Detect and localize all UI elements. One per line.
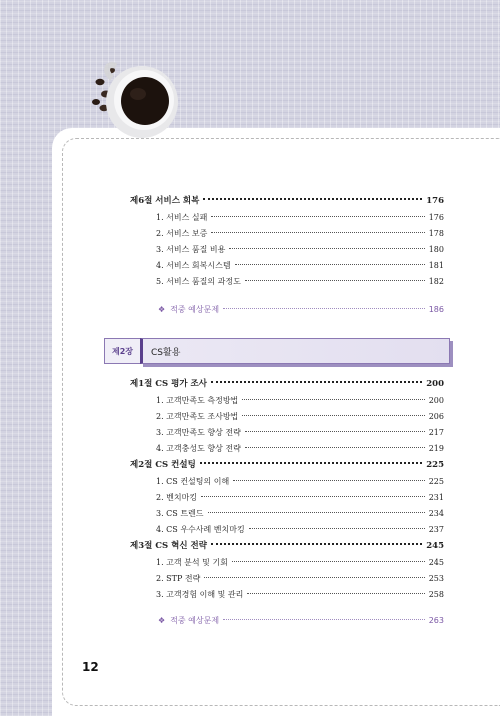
page-number: 217: [428, 428, 444, 437]
page-number: 231: [428, 493, 444, 502]
toc-item[interactable]: [156, 394, 444, 408]
toc-item-label: 4. 서비스 회복시스템: [156, 261, 231, 270]
toc-item-label: 1. CS 컨설팅의 이해: [156, 477, 230, 486]
page-number: 182: [428, 277, 444, 286]
page-number: 186: [428, 305, 444, 314]
toc-item-label: 3. CS 트렌드: [156, 509, 204, 518]
dot-leader: [223, 619, 425, 620]
page-number: 200: [428, 396, 444, 405]
toc-item[interactable]: [156, 442, 444, 456]
toc-item[interactable]: [156, 523, 444, 537]
chapter-title: CS활용: [140, 338, 450, 364]
dot-leader: [211, 232, 424, 233]
toc-item[interactable]: [156, 243, 444, 257]
dot-leader: [211, 381, 422, 383]
dot-leader: [211, 543, 422, 545]
dot-leader: [233, 480, 424, 481]
quiz-link[interactable]: [158, 303, 444, 317]
toc-item[interactable]: [156, 556, 444, 570]
dot-leader: [249, 528, 425, 529]
dot-leader: [229, 248, 424, 249]
quiz-label: 적중 예상문제: [170, 305, 220, 314]
page-number: 219: [428, 444, 444, 453]
page-number: 181: [428, 261, 444, 270]
toc-item-label: 3. 고객만족도 향상 전략: [156, 428, 241, 437]
dot-leader: [242, 399, 424, 400]
quiz-link[interactable]: [158, 614, 444, 628]
dot-leader: [223, 308, 425, 309]
page-number: 176: [428, 213, 444, 222]
toc-item-label: 4. CS 우수사례 벤치마킹: [156, 525, 245, 534]
page-number: 200: [426, 379, 444, 389]
toc-item-label: 2. 벤치마킹: [156, 493, 198, 502]
dot-leader: [242, 415, 424, 416]
dot-leader: [245, 447, 425, 448]
section-title: 제2절 CS 컨설팅: [130, 460, 196, 470]
dot-leader: [245, 280, 425, 281]
toc-item[interactable]: [156, 572, 444, 586]
dot-leader: [203, 198, 422, 200]
page-number: 234: [428, 509, 444, 518]
dot-leader: [232, 561, 425, 562]
toc-item-label: 1. 고객 분석 및 기회: [156, 558, 228, 567]
toc-item[interactable]: [156, 410, 444, 424]
toc-item-label: 5. 서비스 품질의 과정도: [156, 277, 241, 286]
dot-leader: [204, 577, 424, 578]
dot-leader: [245, 431, 425, 432]
section-title: 제3절 CS 혁신 전략: [130, 541, 207, 551]
page-number: 180: [428, 245, 444, 254]
section-heading[interactable]: [130, 194, 444, 208]
toc-item[interactable]: [156, 491, 444, 505]
toc-item-label: 2. 서비스 보증: [156, 229, 208, 238]
dot-leader: [208, 512, 425, 513]
section-heading[interactable]: [130, 377, 444, 391]
dot-leader: [235, 264, 425, 265]
diamond-bullet-icon: ❖: [158, 616, 166, 625]
toc-item-label: 1. 서비스 실패: [156, 213, 208, 222]
toc-item-label: 2. 고객만족도 조사방법: [156, 412, 239, 421]
page-number: 245: [428, 558, 444, 567]
dot-leader: [201, 496, 425, 497]
toc-item-label: 1. 고객만족도 측정방법: [156, 396, 239, 405]
toc-item[interactable]: [156, 507, 444, 521]
page-number: 225: [428, 477, 444, 486]
toc-item[interactable]: [156, 259, 444, 273]
page-number: 253: [428, 574, 444, 583]
page-number: 225: [426, 460, 444, 470]
toc-item[interactable]: [156, 426, 444, 440]
folio-page-number: 12: [82, 660, 99, 674]
section-heading[interactable]: [130, 458, 444, 472]
diamond-bullet-icon: ❖: [158, 305, 166, 314]
dot-leader: [211, 216, 424, 217]
dot-leader: [247, 593, 424, 594]
page-number: 263: [428, 616, 444, 625]
toc-item-label: 2. STP 전략: [156, 574, 201, 583]
toc-item[interactable]: [156, 227, 444, 241]
quiz-label: 적중 예상문제: [170, 616, 220, 625]
chapter-tag: 제2장: [104, 338, 140, 364]
page-number: 245: [426, 541, 444, 551]
toc-item[interactable]: [156, 275, 444, 289]
page-number: 176: [426, 196, 444, 206]
page-number: 258: [428, 590, 444, 599]
section-title: 제6절 서비스 회복: [130, 196, 200, 206]
toc-item-label: 3. 고객경험 이해 및 관리: [156, 590, 244, 599]
page-number: 206: [428, 412, 444, 421]
toc-item-label: 3. 서비스 품질 비용: [156, 245, 226, 254]
dot-leader: [200, 462, 422, 464]
toc-item[interactable]: [156, 211, 444, 225]
chapter-header[interactable]: [104, 338, 450, 364]
toc-item[interactable]: [156, 475, 444, 489]
section-title: 제1절 CS 평가 조사: [130, 379, 207, 389]
section-heading[interactable]: [130, 539, 444, 553]
page-number: 178: [428, 229, 444, 238]
toc-item-label: 4. 고객충성도 향상 전략: [156, 444, 241, 453]
page-number: 237: [428, 525, 444, 534]
toc-item[interactable]: [156, 588, 444, 602]
